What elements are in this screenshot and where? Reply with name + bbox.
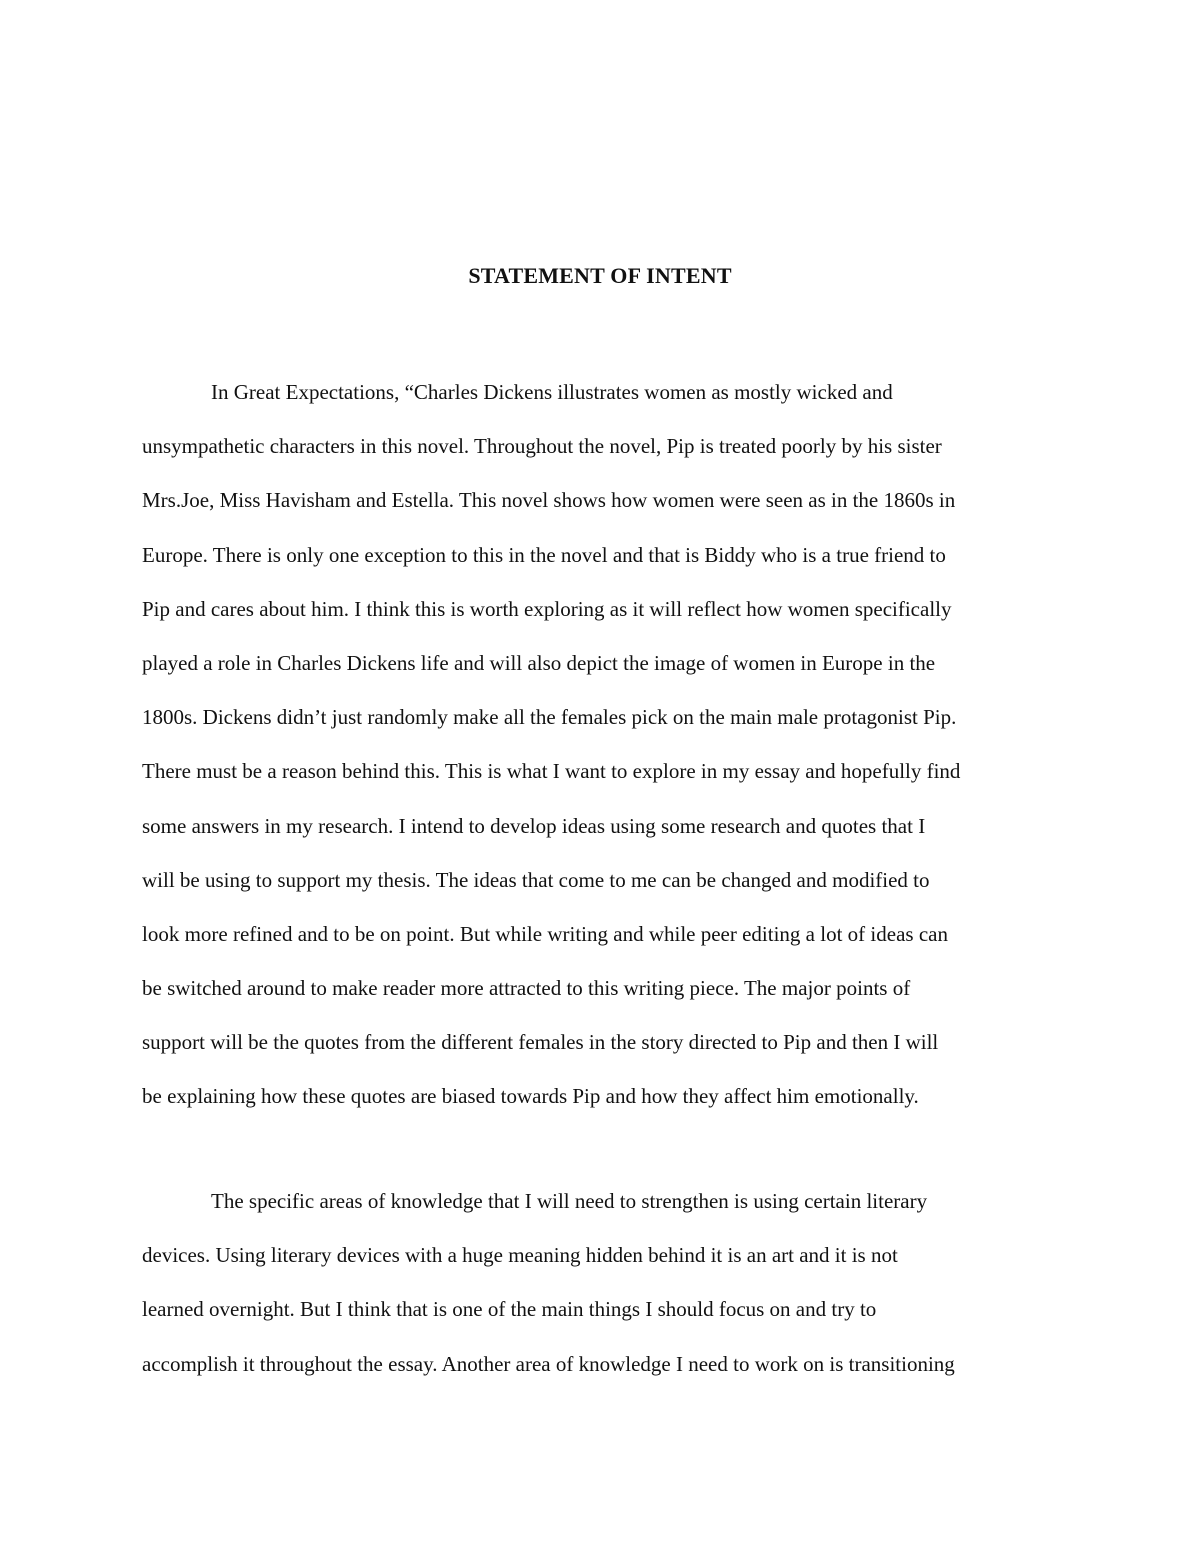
paragraph-line: be explaining how these quotes are biased towards Pip and how they affect him emotionally. (142, 1084, 919, 1109)
paragraph-line: 1800s. Dickens didn’t just randomly make all the females pick on the main male protagonist Pip. (142, 705, 957, 730)
paragraph-line: Pip and cares about him. I think this is worth exploring as it will reflect how women specifically (142, 596, 952, 621)
paragraph-2 (142, 1187, 1062, 1404)
paragraph-1 (142, 378, 1062, 1137)
paragraph-line: some answers in my research. I intend to develop ideas using some research and quotes that I (142, 813, 926, 838)
document-title: STATEMENT OF INTENT (468, 263, 732, 288)
paragraph-line: Europe. There is only one exception to this in the novel and that is Biddy who is a true friend to (142, 542, 946, 567)
paragraph-line: unsympathetic characters in this novel. Throughout the novel, Pip is treated poorly by his sister (142, 434, 942, 459)
paragraph-line: accomplish it throughout the essay. Another area of knowledge I need to work on is transitioning (142, 1351, 955, 1376)
paragraph-line: Mrs.Joe, Miss Havisham and Estella. This novel shows how women were seen as in the 1860s in (142, 488, 956, 513)
paragraph-line: There must be a reason behind this. This is what I want to explore in my essay and hopefully find (142, 759, 961, 784)
paragraph-line: played a role in Charles Dickens life and will also depict the image of women in Europe in the (142, 650, 936, 675)
paragraph-line: devices. Using literary devices with a huge meaning hidden behind it is an art and it is not (142, 1243, 898, 1268)
paragraph-line: The specific areas of knowledge that I will need to strengthen is using certain literary (211, 1189, 928, 1213)
paragraph-line: be switched around to make reader more attracted to this writing piece. The major points of (142, 976, 911, 1001)
paragraph-line: learned overnight. But I think that is one of the main things I should focus on and try to (142, 1297, 877, 1322)
paragraph-line: look more refined and to be on point. But while writing and while peer editing a lot of ideas can (142, 921, 948, 946)
paragraph-line: will be using to support my thesis. The ideas that come to me can be changed and modified to (142, 867, 930, 892)
paragraph-line: In Great Expectations, “Charles Dickens illustrates women as mostly wicked and (211, 380, 893, 404)
paragraph-line: support will be the quotes from the different females in the story directed to Pip and then I will (142, 1030, 939, 1055)
